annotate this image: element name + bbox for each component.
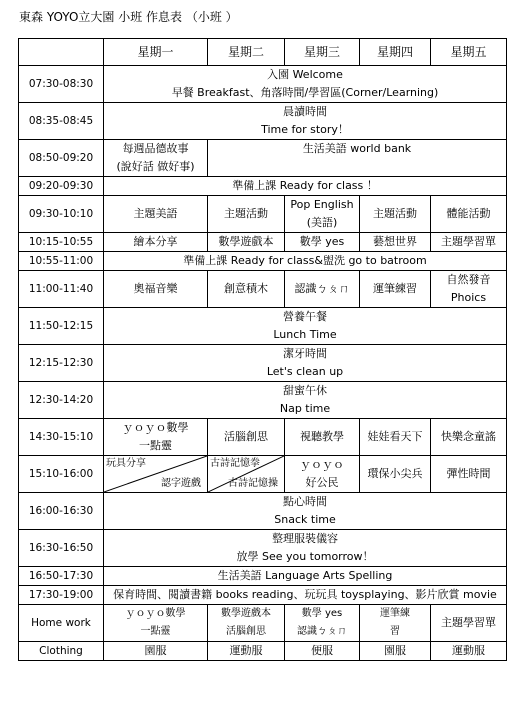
cell-line: 活腦創思	[226, 626, 266, 637]
cell-line: Lunch Time	[273, 328, 337, 341]
activity-cell	[104, 419, 208, 456]
cell-line: 環保小尖兵	[367, 467, 423, 480]
schedule-row	[19, 252, 507, 271]
activity-cell	[285, 233, 360, 252]
cell-line: 整理服裝儀容	[272, 532, 338, 545]
activity-cell	[104, 382, 507, 419]
cell-line: 便服	[311, 644, 333, 657]
activity-cell	[360, 642, 431, 661]
activity-cell	[431, 456, 507, 493]
cell-line: Time for story！	[261, 123, 349, 136]
schedule-row	[19, 66, 507, 103]
schedule-row	[19, 586, 507, 605]
time-cell: 07:30-08:30	[19, 66, 104, 103]
activity-cell	[285, 271, 360, 308]
cell-line: 園服	[144, 644, 167, 657]
time-cell: 16:00-16:30	[19, 493, 104, 530]
cell-line: 放學 See you tomorrow！	[236, 550, 374, 563]
time-cell: 14:30-15:10	[19, 419, 104, 456]
activity-cell	[285, 196, 360, 233]
cell-line: Pop English	[290, 198, 354, 211]
cell-line: 晨讀時間	[283, 105, 327, 118]
cell-line: 潔牙時間	[283, 347, 327, 360]
time-cell: 09:30-10:10	[19, 196, 104, 233]
day-header: 星期四	[360, 39, 431, 66]
cell-line: 運筆練	[380, 608, 410, 619]
cell-line: (美語)	[306, 216, 338, 229]
cell-line: 活腦創思	[224, 430, 268, 443]
activity-cell	[104, 586, 507, 605]
activity-cell	[104, 140, 208, 177]
time-cell: 09:20-09:30	[19, 177, 104, 196]
schedule-row	[19, 567, 507, 586]
cell-line: 運動服	[229, 644, 263, 657]
split-cell	[104, 456, 208, 493]
activity-cell	[104, 530, 507, 567]
cell-line: 彈性時間	[446, 467, 491, 480]
time-cell: 10:15-10:55	[19, 233, 104, 252]
schedule-row	[19, 196, 507, 233]
activity-cell	[104, 196, 208, 233]
activity-cell	[285, 419, 360, 456]
activity-cell	[208, 419, 285, 456]
cell-line: 數學遊戲本	[221, 608, 271, 619]
cell-line: 一點靈	[140, 626, 171, 637]
activity-cell	[431, 642, 507, 661]
activity-cell	[104, 103, 507, 140]
cell-line: ｙｏｙｏ	[300, 458, 344, 471]
cell-line: 視聽教學	[300, 430, 344, 443]
activity-cell	[104, 605, 208, 642]
cell-line: 體能活動	[446, 207, 491, 220]
cell-line: 運動服	[452, 644, 485, 657]
day-header: 星期一	[104, 39, 208, 66]
activity-cell	[285, 642, 360, 661]
activity-cell	[104, 642, 208, 661]
activity-cell	[285, 456, 360, 493]
schedule-row	[19, 382, 507, 419]
corner-cell	[19, 39, 104, 66]
time-cell: 08:35-08:45	[19, 103, 104, 140]
cell-line: 營養午餐	[283, 310, 327, 323]
schedule-row	[19, 140, 507, 177]
split-bottom-text: 認字遊戲	[161, 478, 201, 489]
cell-line: 好公民	[305, 476, 339, 489]
activity-cell	[104, 66, 507, 103]
schedule-row	[19, 271, 507, 308]
cell-line: 運筆練習	[373, 282, 417, 295]
time-cell: 16:30-16:50	[19, 530, 104, 567]
activity-cell	[360, 419, 431, 456]
time-cell: 12:15-12:30	[19, 345, 104, 382]
cell-line: 保育時間、閱讀書籍 books reading、玩玩具 toysplaying、影片欣賞 movie	[113, 588, 497, 601]
schedule-table	[18, 38, 507, 661]
cell-line: Nap time	[279, 402, 331, 415]
cell-line: 數學 yes	[299, 235, 345, 248]
schedule-row	[19, 233, 507, 252]
cell-line: 早餐 Breakfast、角落時間/學習區(Corner/Learning)	[171, 86, 439, 99]
activity-cell	[208, 196, 285, 233]
day-header: 星期三	[285, 39, 360, 66]
cell-line: 每週品德故事	[122, 142, 189, 155]
time-cell: 11:50-12:15	[19, 308, 104, 345]
cell-line: 點心時間	[283, 495, 327, 508]
activity-cell	[431, 419, 507, 456]
time-cell: 10:55-11:00	[19, 252, 104, 271]
activity-cell	[104, 345, 507, 382]
activity-cell	[360, 233, 431, 252]
time-cell: 11:00-11:40	[19, 271, 104, 308]
split-top-text: 古詩記憶拳	[210, 458, 260, 469]
time-cell: 17:30-19:00	[19, 586, 104, 605]
time-cell: 16:50-17:30	[19, 567, 104, 586]
activity-cell	[208, 271, 285, 308]
schedule-row	[19, 345, 507, 382]
cell-line: 數學遊戲本	[218, 235, 274, 248]
cell-line: 準備上課 Ready for class&盥洗 go to batroom	[183, 254, 427, 267]
activity-cell	[208, 642, 285, 661]
cell-line: ｙｏｙｏ數學	[122, 421, 189, 434]
header-row	[19, 39, 507, 66]
cell-line: 甜蜜午休	[283, 384, 327, 397]
activity-cell	[285, 605, 360, 642]
cell-line: 入園 Welcome	[267, 68, 343, 81]
cell-line: 數學 yes	[301, 608, 343, 619]
activity-cell	[360, 605, 431, 642]
activity-cell	[431, 271, 507, 308]
split-bottom-text: 古詩記憶操	[228, 478, 278, 489]
cell-line: ｙｏｙｏ數學	[125, 608, 186, 619]
time-cell: 15:10-16:00	[19, 456, 104, 493]
schedule-row	[19, 530, 507, 567]
activity-cell	[431, 605, 507, 642]
cell-line: 繪本分享	[133, 235, 178, 248]
activity-cell	[104, 233, 208, 252]
schedule-row	[19, 456, 507, 493]
cell-line: Let's clean up	[266, 365, 344, 378]
cell-line: Phoics	[450, 291, 487, 304]
activity-cell	[104, 493, 507, 530]
cell-line: 創意積木	[224, 282, 268, 295]
schedule-row	[19, 177, 507, 196]
activity-cell	[208, 605, 285, 642]
schedule-row	[19, 308, 507, 345]
cell-line: 習	[390, 626, 400, 637]
split-cell	[208, 456, 285, 493]
cell-line: 認識ㄅㄆㄇ	[297, 626, 347, 637]
schedule-row	[19, 493, 507, 530]
cell-line: 生活美語 world bank	[302, 142, 412, 155]
cell-line: 主題學習單	[441, 616, 496, 629]
schedule-row	[19, 605, 507, 642]
activity-cell	[104, 252, 507, 271]
activity-cell	[104, 271, 208, 308]
activity-cell	[104, 308, 507, 345]
cell-line: (說好話 做好事)	[116, 160, 195, 173]
cell-line: 娃娃看天下	[367, 430, 423, 443]
time-cell: 08:50-09:20	[19, 140, 104, 177]
cell-line: Snack time	[274, 513, 336, 526]
activity-cell	[104, 177, 507, 196]
activity-cell	[431, 233, 507, 252]
activity-cell	[431, 196, 507, 233]
cell-line: 主題活動	[224, 207, 268, 220]
split-top-text: 玩具分享	[106, 458, 146, 469]
cell-line: 主題活動	[373, 207, 417, 220]
schedule-row	[19, 103, 507, 140]
activity-cell	[208, 140, 507, 177]
cell-line: 園服	[384, 644, 406, 657]
cell-line: 主題美語	[133, 207, 178, 220]
activity-cell	[104, 567, 507, 586]
cell-line: 自然發音	[446, 273, 491, 286]
time-cell: Home work	[19, 605, 104, 642]
day-header: 星期五	[431, 39, 507, 66]
time-cell: Clothing	[19, 642, 104, 661]
cell-line: 一點靈	[139, 439, 172, 452]
schedule-row	[19, 419, 507, 456]
schedule-row	[19, 642, 507, 661]
cell-line: 主題學習單	[441, 235, 496, 248]
cell-line: 奧福音樂	[133, 282, 178, 295]
activity-cell	[360, 196, 431, 233]
activity-cell	[360, 271, 431, 308]
cell-line: 快樂念童謠	[441, 430, 496, 443]
day-header: 星期二	[208, 39, 285, 66]
time-cell: 12:30-14:20	[19, 382, 104, 419]
cell-line: 準備上課 Ready for class ！	[232, 179, 378, 192]
activity-cell	[360, 456, 431, 493]
activity-cell	[208, 233, 285, 252]
cell-line: 藝想世界	[373, 235, 417, 248]
cell-line: 認識ㄅㄆㄇ	[294, 282, 350, 295]
cell-line: 生活美語 Language Arts Spelling	[217, 569, 393, 582]
page-title: 東森 YOYO立大園 小班 作息表 （小班 ）	[19, 10, 238, 24]
